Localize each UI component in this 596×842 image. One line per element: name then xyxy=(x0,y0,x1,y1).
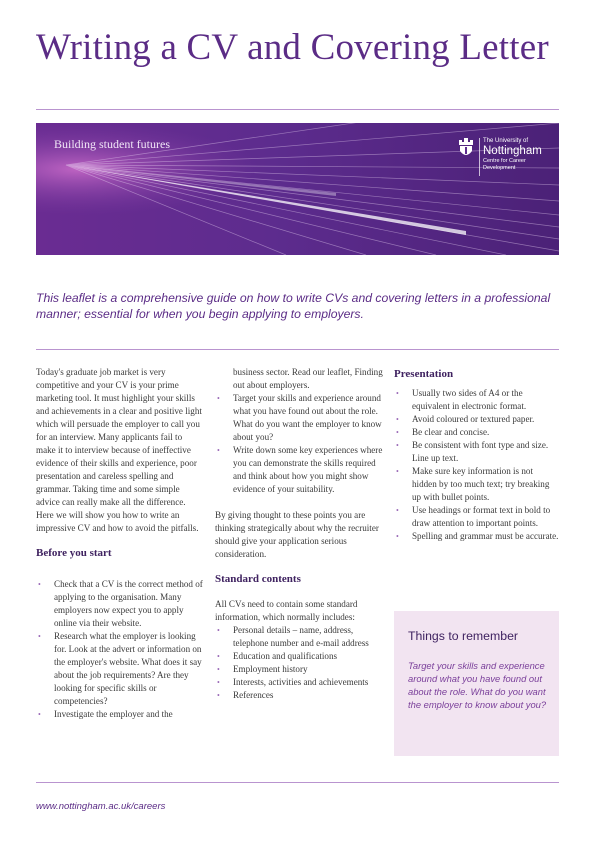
logo-line-4: Development xyxy=(483,164,516,171)
strategy-paragraph: By giving thought to these points you are thinking strategically about why the recruiter should give your application serious consideration. xyxy=(215,510,379,559)
list-item: • Interests, activities and achievements xyxy=(215,676,383,689)
banner-tagline: Building student futures xyxy=(54,137,170,151)
page-title: Writing a CV and Covering Letter xyxy=(36,27,549,68)
top-divider xyxy=(36,109,559,110)
intro-text: This leaflet is a comprehensive guide on how to write CVs and covering letters in a professional manner; essential for when you begin applying to employers. xyxy=(36,291,551,321)
column-1 xyxy=(36,366,204,721)
presentation-list xyxy=(394,387,559,543)
list-item: • Research what the employer is looking for. Look at the advert or information on the employer's website. What does it say about the job requirements? Are they looking for specific skills or competencies? xyxy=(36,630,204,708)
logo-divider xyxy=(479,138,480,176)
list-item: • Target your skills and experience around what you have found out about the role. What do you want the employer to know about you? xyxy=(215,392,383,444)
list-item: • Usually two sides of A4 or the equivalent in electronic format. xyxy=(394,387,559,413)
list-item: • Avoid coloured or textured paper. xyxy=(394,413,559,426)
list-item: • Be consistent with font type and size. Line up text. xyxy=(394,439,559,465)
list-item: • Education and qualifications xyxy=(215,650,383,663)
remember-body: Target your skills and experience around what you have found out about the role. What do you want the employer to know about you? xyxy=(408,660,547,710)
heading-presentation: Presentation xyxy=(394,368,454,380)
heading-standard-contents: Standard contents xyxy=(215,573,301,585)
logo-line-2: Nottingham xyxy=(483,145,542,157)
list-item: • Investigate the employer and the xyxy=(36,708,204,721)
university-crest-icon xyxy=(457,137,475,159)
research-list xyxy=(215,392,383,496)
list-item: • References xyxy=(215,689,383,702)
bottom-divider xyxy=(36,782,559,783)
list-item: • Make sure key information is not hidden by too much text; try breaking up with bullet points. xyxy=(394,465,559,504)
logo-line-3: Centre for Career xyxy=(483,158,526,164)
things-to-remember-box xyxy=(394,611,559,756)
logo-subtitle xyxy=(483,158,553,171)
list-item: • Spelling and grammar must be accurate. xyxy=(394,530,559,543)
intro-divider xyxy=(36,349,559,350)
logo-line-1: The University of xyxy=(483,138,529,144)
footer-url[interactable]: www.nottingham.ac.uk/careers xyxy=(36,801,166,812)
standard-contents-paragraph: All CVs need to contain some standard information, which normally includes: xyxy=(215,599,358,622)
list-item: • Be clear and concise. xyxy=(394,426,559,439)
column-2 xyxy=(215,366,383,702)
standard-contents-list xyxy=(215,624,383,702)
header-banner xyxy=(36,123,559,255)
list-item: • Check that a CV is the correct method of applying to the organisation. Many employers now expect you to apply online via their website. xyxy=(36,578,204,630)
before-you-start-list xyxy=(36,578,204,721)
heading-before-you-start: Before you start xyxy=(36,547,112,559)
remember-title: Things to remember xyxy=(408,629,519,643)
continued-text: business sector. Read our leaflet, Finding out about employers. xyxy=(233,367,383,390)
list-item: • Personal details – name, address, telephone number and e-mail address xyxy=(215,624,383,650)
list-item: • Write down some key experiences where you can demonstrate the skills required and think about how you might show evidence of your suitability. xyxy=(215,444,383,496)
list-item: • Employment history xyxy=(215,663,383,676)
column-3 xyxy=(394,368,559,543)
intro-paragraph: Today's graduate job market is very competitive and your CV is your prime marketing tool. It must highlight your skills and achievements in a clear and positive light which will persuade the employer to call you for an interview. Many applicants fail to make it to interview because of ineffective evidence of their skills and experience, poor presentation and careless spelling and grammar. Taking time and some simple advice can really make all the difference. Here we will show you how to write an impressive CV and how to avoid the pitfalls. xyxy=(36,367,202,533)
university-logo xyxy=(457,137,553,177)
list-item: • Use headings or format text in bold to draw attention to important points. xyxy=(394,504,559,530)
